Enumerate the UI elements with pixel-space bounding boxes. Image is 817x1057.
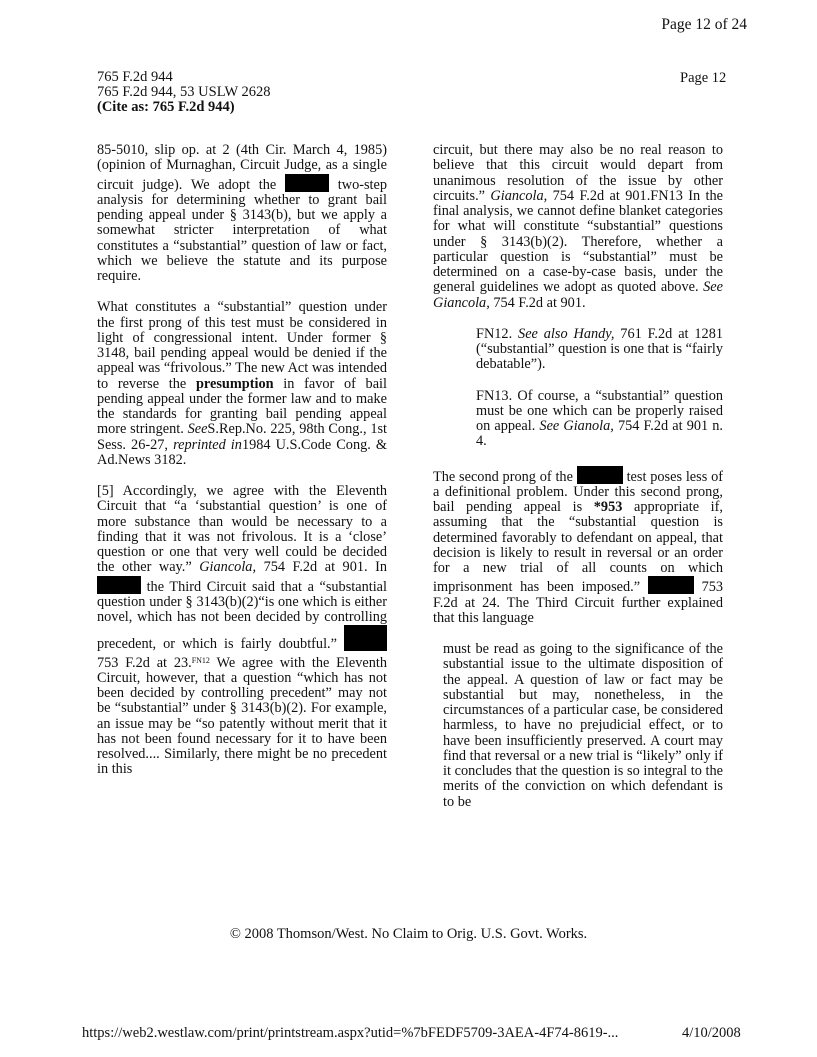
case-name: Giancola, [490, 187, 548, 204]
text-run: the Third Circuit said that a “substantial question under § 3143(b)(2)“is one which is either novel, which has not been decided by controlling precedent, or which is fairly doubtful.” [97, 578, 388, 653]
redaction-block [285, 174, 329, 192]
text-run: test poses less of a definitional problem. Under this second prong, bail pending appeal is [433, 468, 724, 515]
text-run: We agree with the Eleventh Circuit, however, that a question “which has not been decided by controlling precedent” may not be “substantial” under § 3143(b)(2). For example, an issue may be “so patently without merit that it has not been found necessary for it to have been resolved.... Similarly, there might be no precedent in this [97, 654, 387, 778]
cite-line-2: 765 F.2d 944, 53 USLW 2628 [97, 84, 271, 100]
footer-date: 4/10/2008 [682, 1025, 741, 1041]
text-run: 754 F.2d at 901 n. 4. [476, 418, 723, 450]
text-run: S.Rep.No. 225, 98th Cong., 1st Sess. 26-27, [97, 421, 388, 453]
page-label: Page 12 [680, 70, 727, 86]
text-run: 85-5010, slip op. at 2 (4th Cir. March 4, 1985) (opinion of Murnaghan, Circuit Judge, as a single circuit judge). We adopt the [97, 142, 387, 193]
text-run: 753 F.2d at 23. [97, 654, 192, 671]
footnote-12 [476, 327, 723, 373]
paragraph [433, 466, 723, 627]
redaction-block [648, 576, 694, 594]
text-run: in favor of bail pending appeal under the former law and to make the standards for granting bail pending appeal more stringent. [97, 375, 387, 438]
page-count: Page 12 of 24 [661, 16, 747, 33]
redaction-block [577, 466, 623, 484]
footer-url: https://web2.westlaw.com/print/printstream.aspx?utid=%7bFEDF5709-3AEA-4F74-8619-... [82, 1025, 619, 1041]
redaction-block [97, 576, 141, 594]
redaction-block [344, 625, 387, 651]
signal-see: See [187, 421, 208, 438]
case-name: See Gianola, [539, 418, 614, 434]
block-quote: must be read as going to the significance of the substantial issue to the ultimate disposition of the appeal. A question of law or fact may be substantial but may, nonetheless, in the circumstances of a particular case, be considered harmless, to have no prejudicial effect, or to have been insufficiently preserved. A court may find that reversal or a new trial is “likely” only if it concludes that the question is so integral to the merits of the conviction on which defendant is to be [443, 641, 723, 810]
citation-block [97, 70, 271, 115]
text-run: The second prong of the [433, 468, 573, 485]
case-name: Giancola, [199, 559, 257, 576]
text-run: appropriate if, assuming that the “substantial question is determined favorably to defendant on appeal, that decision is likely to result in reversal or an order for a new trial of all counts on which imprisonment has been imposed.” [433, 499, 723, 596]
text-run: two-step analysis for determining whether to grant bail pending appeal under § 3143(b), but we apply a somewhat stricter interpretation of what constitutes a “substantial” question of law or fact, which we believe the statute and its purpose require. [97, 176, 388, 284]
text-run: circuit, but there may also be no real reason to believe that this circuit would depart from unanimous resolution of the issue by other circuits.” [433, 142, 723, 204]
text-run: 754 F.2d at 901. [493, 294, 586, 311]
text-run: 1984 U.S.Code Cong. & Ad.News 3182. [97, 436, 387, 468]
text-run: 754 F.2d at 901.FN13 In the final analysis, we cannot define blanket categories for what will constitute “substantial” questions under § 3143(b)(2). Therefore, whether a particular question is “substantial” must be determined on a case-by-case basis, under the general guidelines we adopt as quoted above. [433, 187, 724, 296]
footnote-label: FN12. [476, 325, 513, 342]
footnote-13 [476, 389, 723, 450]
star-page: *953 [593, 499, 623, 515]
footnote-ref[interactable]: FN12 [191, 655, 210, 665]
paragraph [433, 143, 723, 311]
left-column [97, 143, 387, 794]
text-run: What constitutes a “substantial” question under the first prong of this test must be considered in light of congressional intent. Under former § 3148, bail pending appeal would be denied if the appeal was “frivolous.” The new Act was intended to reverse the [97, 299, 387, 392]
text-run: [5] Accordingly, we agree with the Eleventh Circuit that “a ‘substantial question’ is one of more substance than would be necessary to a finding that it was not frivolous. It is a ‘close’ question or one that very well could be decided the other way.” [97, 483, 387, 576]
paragraph [97, 300, 387, 468]
cite-line-1: 765 F.2d 944 [97, 69, 173, 85]
paragraph [97, 484, 387, 778]
copyright-notice: © 2008 Thomson/West. No Claim to Orig. U.S. Govt. Works. [229, 926, 588, 942]
text-run: 753 F.2d at 24. The Third Circuit further explained that this language [433, 579, 724, 626]
bold-term: presumption [195, 375, 274, 392]
signal-reprinted: reprinted in [173, 436, 242, 453]
text-run: 754 F.2d at 901. In [263, 559, 388, 576]
case-name: See Giancola, [433, 279, 723, 311]
right-column [433, 143, 723, 826]
cite-as: (Cite as: 765 F.2d 944) [97, 99, 235, 115]
text-run: 761 F.2d at 1281 (“substantial” question is one that is “fairly debatable”). [476, 325, 723, 373]
case-name: See also Handy, [518, 325, 615, 342]
paragraph [97, 143, 387, 284]
text-run: FN13. Of course, a “substantial” question must be one which can be properly raised on appeal. [476, 387, 723, 434]
